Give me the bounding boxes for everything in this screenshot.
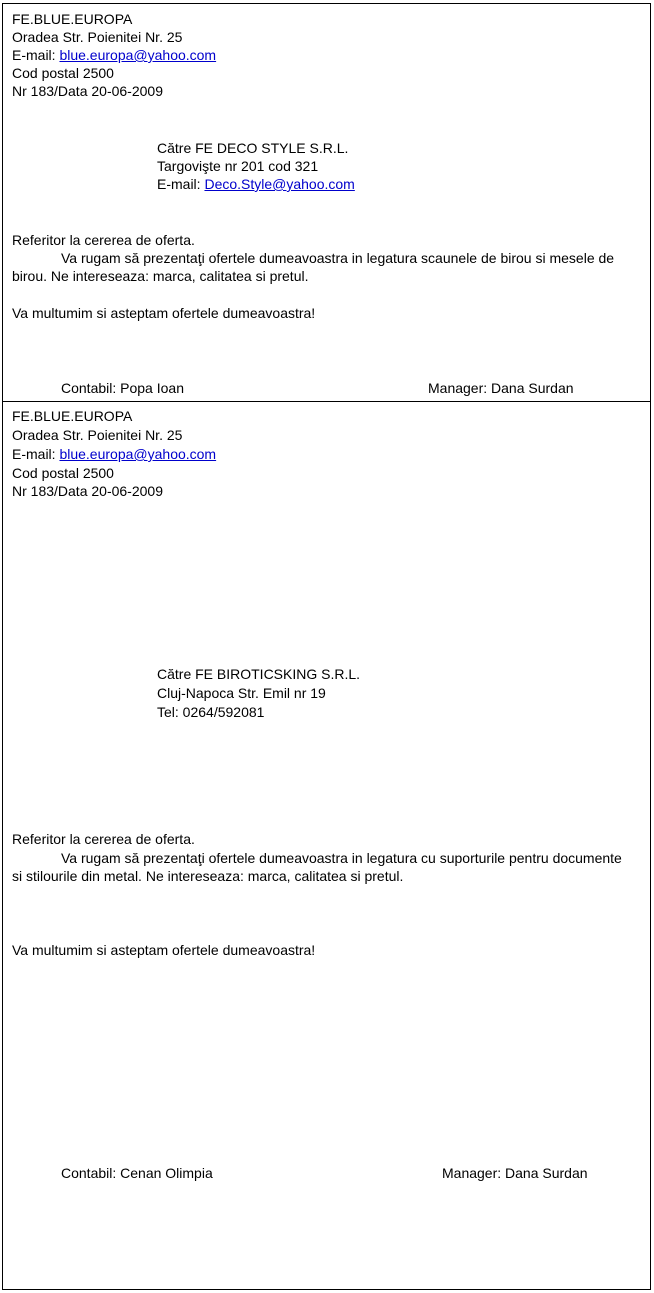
sender-reference: Nr 183/Data 20-06-2009 xyxy=(12,483,163,499)
closing-line: Va multumim si asteptam ofertele dumeavoastra! xyxy=(12,942,316,958)
sender-email-link[interactable]: blue.europa@yahoo.com xyxy=(59,446,217,462)
sender-postal-code: Cod postal 2500 xyxy=(12,65,114,81)
sender-email-line xyxy=(12,445,216,463)
document-frame xyxy=(2,3,651,1290)
subject-line: Referitor la cererea de oferta. xyxy=(12,831,195,847)
sender-address: Oradea Str. Poienitei Nr. 25 xyxy=(12,29,183,45)
sender-name: FE.BLUE.EUROPA xyxy=(12,408,133,424)
recipient-phone: Tel: 0264/592081 xyxy=(157,704,265,720)
letter-divider xyxy=(2,401,651,402)
recipient-email-line xyxy=(157,175,355,193)
signature-manager: Manager: Dana Surdan xyxy=(428,380,574,396)
signature-manager: Manager: Dana Surdan xyxy=(442,1165,588,1181)
signature-accountant: Contabil: Popa Ioan xyxy=(61,380,184,396)
sender-email-label: E-mail: xyxy=(12,47,60,63)
recipient-name: Către FE BIROTICSKING S.R.L. xyxy=(157,666,361,682)
sender-address: Oradea Str. Poienitei Nr. 25 xyxy=(12,427,183,443)
body-paragraph xyxy=(12,849,630,885)
recipient-address: Targovişte nr 201 cod 321 xyxy=(157,158,319,174)
sender-reference: Nr 183/Data 20-06-2009 xyxy=(12,83,163,99)
sender-email-line xyxy=(12,46,216,64)
sender-name: FE.BLUE.EUROPA xyxy=(12,11,133,27)
signature-accountant: Contabil: Cenan Olimpia xyxy=(61,1165,213,1181)
sender-email-link[interactable]: blue.europa@yahoo.com xyxy=(59,47,217,63)
body-paragraph xyxy=(12,249,630,285)
subject-line: Referitor la cererea de oferta. xyxy=(12,232,195,248)
body-text: Va rugam să prezentaţi ofertele dumeavoastra in legatura scaunele de birou si mesele de birou. Ne intereseaza: marca, calitatea si pretul. xyxy=(12,250,615,284)
sender-postal-code: Cod postal 2500 xyxy=(12,465,114,481)
body-text: Va rugam să prezentaţi ofertele dumeavoastra in legatura cu suporturile pentru documente si stilourile din metal. Ne intereseaza: marca, calitatea si pretul. xyxy=(12,850,622,884)
recipient-address: Cluj-Napoca Str. Emil nr 19 xyxy=(157,685,326,701)
recipient-email-link[interactable]: Deco.Style@yahoo.com xyxy=(204,176,355,192)
sender-email-label: E-mail: xyxy=(12,446,60,462)
recipient-email-label: E-mail: xyxy=(157,176,205,192)
closing-line: Va multumim si asteptam ofertele dumeavoastra! xyxy=(12,305,316,321)
recipient-name: Către FE DECO STYLE S.R.L. xyxy=(157,140,349,156)
